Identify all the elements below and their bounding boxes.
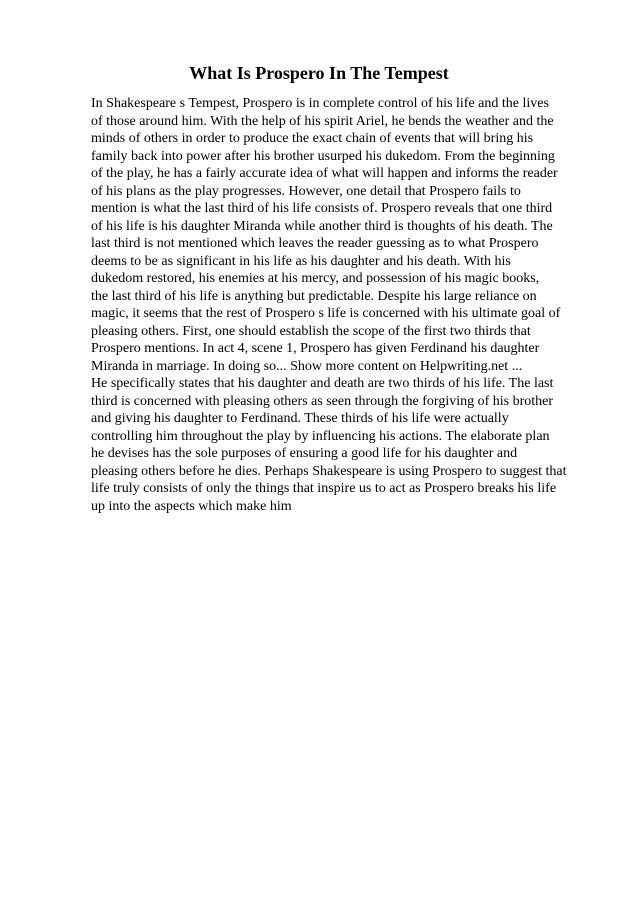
- body-line: he devises has the sole purposes of ensuring a good life for his daughter and: [91, 446, 518, 461]
- body-line: family back into power after his brother usurped his dukedom. From the beginning: [91, 148, 555, 164]
- body-line: In Shakespeare s Tempest, Prospero is in complete control of his life and the lives: [91, 96, 549, 111]
- body-line: of his life is his daughter Miranda while another third is thoughts of his death. The: [91, 218, 553, 234]
- body-line: minds of others in order to produce the exact chain of events that will bring his: [91, 131, 534, 146]
- body-line: controlling him throughout the play by influencing his actions. The elaborate plan: [91, 428, 550, 444]
- body-line: up into the aspects which make him: [91, 498, 292, 514]
- body-line: pleasing others before he dies. Perhaps Shakespeare is using Prospero to suggest that: [91, 463, 567, 479]
- body-line: last third is not mentioned which leaves the reader guessing as to what Prospero: [91, 236, 539, 251]
- body-line: mention is what the last third of his life consists of. Prospero reveals that one third: [91, 201, 553, 216]
- body-line: of those around him. With the help of his spirit Ariel, he bends the weather and the: [91, 113, 554, 129]
- document-title: What Is Prospero In The Tempest: [189, 63, 449, 83]
- body-line: pleasing others. First, one should establish the scope of the first two thirds that: [91, 323, 531, 339]
- body-line: deems to be as significant in his life as his daughter and his death. With his: [91, 253, 511, 269]
- body-line: of the play, he has a fairly accurate idea of what will happen and informs the reader: [91, 166, 558, 181]
- body-line: dukedom restored, his enemies at his mercy, and possession of his magic books,: [91, 271, 540, 286]
- body-line: He specifically states that his daughter and death are two thirds of his life. The last: [91, 376, 554, 391]
- body-line: magic, it seems that the rest of Prospero s life is concerned with his ultimate goal of: [91, 306, 561, 321]
- body-line: life truly consists of only the things that inspire us to act as Prospero breaks his life: [91, 481, 557, 496]
- body-line: the last third of his life is anything but predictable. Despite his large reliance on: [91, 288, 537, 304]
- body-line: and giving his daughter to Ferdinand. These thirds of his life were actually: [91, 411, 509, 426]
- body-line: of his plans as the play progresses. However, one detail that Prospero fails to: [91, 183, 521, 199]
- document-body: [91, 95, 591, 515]
- body-line: Prospero mentions. In act 4, scene 1, Prospero has given Ferdinand his daughter: [91, 341, 540, 356]
- body-line: third is concerned with pleasing others as seen through the forgiving of his brother: [91, 393, 554, 409]
- body-line: Miranda in marriage. In doing so... Show more content on Helpwriting.net ...: [91, 358, 523, 374]
